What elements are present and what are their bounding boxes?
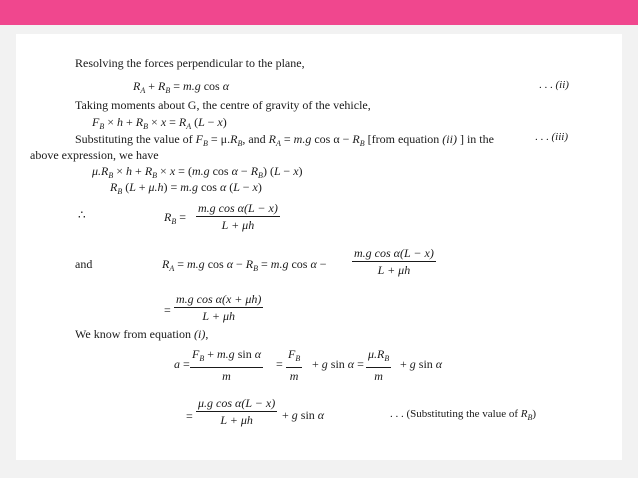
- fraction-denominator: L + μh: [221, 218, 255, 232]
- fraction-denominator: L + μh: [202, 309, 235, 323]
- fraction-denominator: m: [374, 369, 383, 383]
- fraction-numerator: μ.g cos α(L − x): [198, 396, 276, 410]
- equation-note-substituting: . . . (Substituting the value of $R_B$): [390, 408, 537, 422]
- equation-ra-plus-rb: $R_A + R_B = m.g$ cos α: [133, 79, 230, 95]
- fraction-denominator: L + μh: [377, 263, 411, 277]
- equation-ra-expression: $R_A = m.g$ $\cos \alpha - R_B = m.g$ cos α −: [162, 257, 327, 273]
- text-line-above-expression: above expression, we have: [30, 148, 159, 162]
- fraction-numerator: m.g cos α(x + μh): [176, 292, 262, 306]
- equation-ra-simplified-fraction: [174, 292, 263, 323]
- equation-tag-iii: . . . (iii): [535, 131, 568, 143]
- therefore-symbol: ∴: [78, 208, 86, 222]
- equation-a-middle: + g sin α =: [312, 357, 364, 371]
- equation-rb-factored: $R_B$ (L + μ.h) = m.g cos α (L − x): [110, 180, 262, 196]
- text-line-resolving: Resolving the forces perpendicular to the plane,: [75, 56, 305, 70]
- text-line-moments: Taking moments about G, the centre of gravity of the vehicle,: [75, 98, 371, 112]
- equation-tag-ii: . . . (ii): [539, 79, 569, 91]
- fraction-numerator: $F_B$: [286, 347, 302, 368]
- equation-rb-fraction: [196, 201, 280, 232]
- equation-moments: $F_B \times h + R_B \times x = R_A$ (L − x): [92, 115, 227, 131]
- document-page: [16, 34, 622, 460]
- equals-sign: =: [186, 409, 193, 423]
- equation-substituted: $\mu.R_B \times h + R_B \times x = (m.g$ $\cos \alpha - R_B$) (L − x): [92, 164, 303, 180]
- equals-sign: =: [276, 357, 283, 371]
- fraction-numerator: $\mu.R_B$: [366, 347, 391, 368]
- fraction-numerator: m.g cos α(L − x): [354, 246, 434, 260]
- fraction-numerator: m.g cos α(L − x): [198, 201, 278, 215]
- equation-a-tail: + g sin α: [400, 357, 443, 371]
- equation-a-final-tail: + g sin α: [282, 408, 325, 422]
- equation-a-fraction-3: [366, 347, 391, 383]
- fraction-numerator: $F_B + m.g$ sin α: [190, 347, 263, 368]
- fraction-denominator: L + μh: [220, 413, 253, 427]
- header-bar: [0, 0, 638, 25]
- fraction-denominator: m: [289, 369, 299, 383]
- equation-rb-label: $R_B$ =: [164, 210, 187, 226]
- equation-a-fraction-2: [286, 347, 302, 383]
- equation-a-label: a =: [174, 357, 190, 371]
- text-line-equation-i: We know from equation (i),: [75, 327, 209, 341]
- equation-ra-fraction: [352, 246, 436, 277]
- and-label: and: [75, 257, 93, 271]
- fraction-denominator: m: [222, 369, 231, 383]
- equals-sign: =: [164, 303, 171, 317]
- text-line-substituting: Substituting the value of $F_B = \mu.R_B$, and $R_A = m.g$ $\cos \alpha - R_B$ [from equation (ii) ] in the: [75, 132, 494, 148]
- equation-a-final-fraction: [196, 396, 277, 427]
- equation-a-fraction-1: [190, 347, 263, 383]
